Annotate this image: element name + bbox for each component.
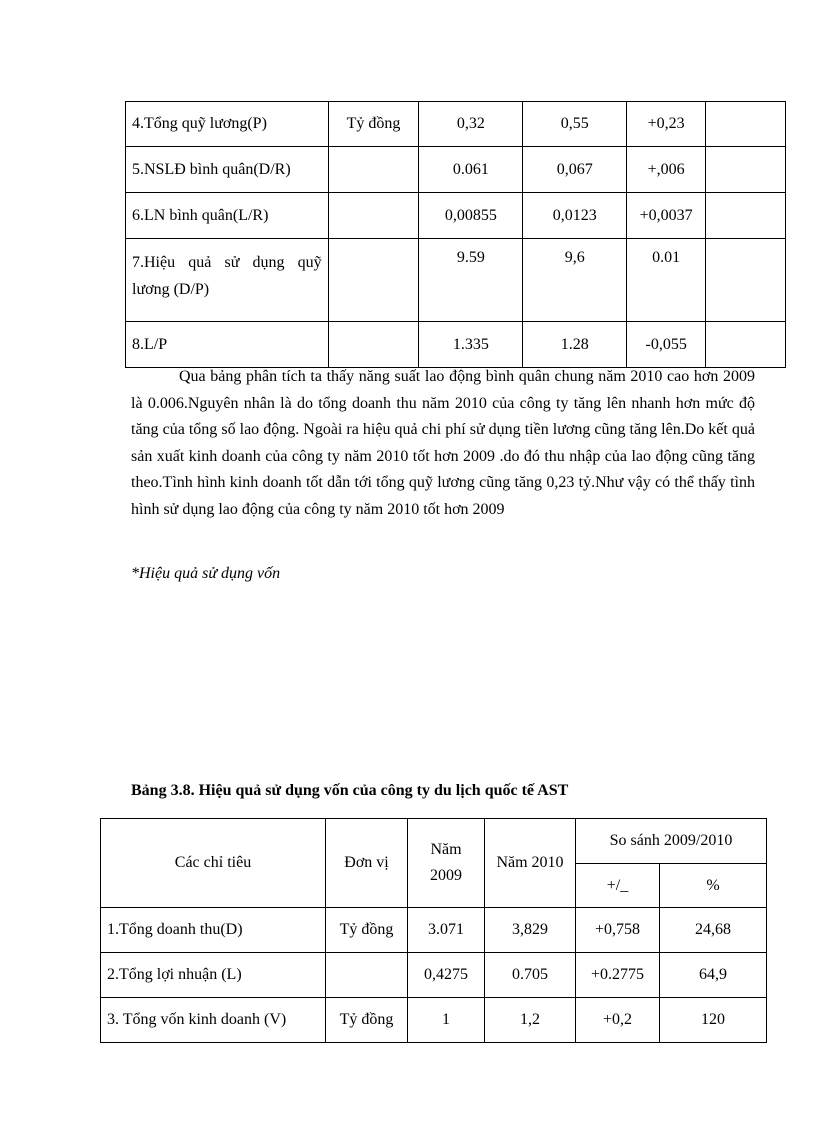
table-row [126, 147, 786, 193]
row-unit [328, 193, 419, 239]
header-2009: Năm 2009 [408, 819, 485, 908]
table-header-row [101, 819, 767, 864]
row-unit [328, 239, 419, 322]
analysis-paragraph: Qua bảng phân tích ta thấy năng suất lao động bình quân chung năm 2010 cao hơn 2009 là 0.006.Nguyên nhân là do tổng doanh thu năm 2010 của công ty tăng lên nhanh hơn mức độ tăng của tổng số lao động. Ngoài ra hiệu quả chi phí sử dụng tiền lương cũng tăng lên.Do kết quả sản xuất kinh doanh của công ty năm 2010 tốt hơn 2009 .do đó thu nhập của lao động cũng tăng theo.Tình hình kinh doanh tốt dẫn tới tổng quỹ lương cũng tăng 0,23 tỷ.Như vậy có thể thấy tình hình sử dụng lao động của công ty năm 2010 tốt hơn 2009 [131, 368, 755, 518]
header-compare: So sánh 2009/2010 [576, 819, 767, 864]
row-label: 4.Tổng quỹ lương(P) [126, 102, 329, 147]
row-diff: +0,23 [627, 102, 706, 147]
row-2009: 1 [408, 998, 485, 1043]
row-2010: 0,55 [523, 102, 627, 147]
header-unit: Đơn vị [326, 819, 408, 908]
header-2010: Năm 2010 [485, 819, 576, 908]
row-pct [706, 102, 786, 147]
section-subheading: *Hiệu quả sử dụng vốn [131, 565, 281, 582]
row-label: 1.Tổng doanh thu(D) [101, 908, 326, 953]
row-2010: 1.28 [523, 322, 627, 368]
labor-efficiency-table [125, 101, 786, 368]
header-indicator: Các chỉ tiêu [101, 819, 326, 908]
row-label: 8.L/P [126, 322, 329, 368]
row-2010: 0,0123 [523, 193, 627, 239]
row-2010: 0.705 [485, 953, 576, 998]
row-diff: +0,2 [576, 998, 660, 1043]
row-2009: 1.335 [419, 322, 523, 368]
row-unit: Tỷ đồng [326, 908, 408, 953]
row-label: 3. Tổng vốn kinh doanh (V) [101, 998, 326, 1043]
row-2009: 0,4275 [408, 953, 485, 998]
row-pct [706, 322, 786, 368]
row-unit [328, 147, 419, 193]
row-label: 5.NSLĐ bình quân(D/R) [126, 147, 329, 193]
table-row [126, 193, 786, 239]
row-pct: 120 [660, 998, 767, 1043]
header-pct: % [660, 864, 767, 908]
header-diff: +/_ [576, 864, 660, 908]
row-pct: 24,68 [660, 908, 767, 953]
row-label: 7.Hiệu quả sử dụng quỹ lương (D/P) [126, 239, 329, 322]
row-2010: 3,829 [485, 908, 576, 953]
row-2009: 0,00855 [419, 193, 523, 239]
capital-efficiency-table [100, 818, 767, 1043]
table-caption: Bảng 3.8. Hiệu quả sử dụng vốn của công ty du lịch quốc tế AST [131, 782, 569, 799]
table-row [101, 953, 767, 998]
row-2010: 1,2 [485, 998, 576, 1043]
row-label: 6.LN bình quân(L/R) [126, 193, 329, 239]
row-unit [326, 953, 408, 998]
row-2009: 0,32 [419, 102, 523, 147]
row-diff: +0,758 [576, 908, 660, 953]
row-diff: +0.2775 [576, 953, 660, 998]
row-label: 2.Tổng lợi nhuận (L) [101, 953, 326, 998]
row-2009: 9.59 [419, 239, 523, 322]
row-unit: Tỷ đồng [326, 998, 408, 1043]
table-row [126, 239, 786, 322]
table-row [101, 908, 767, 953]
row-2010: 9,6 [523, 239, 627, 322]
row-diff: -0,055 [627, 322, 706, 368]
row-diff: 0.01 [627, 239, 706, 322]
row-diff: +,006 [627, 147, 706, 193]
row-unit: Tỷ đồng [328, 102, 419, 147]
row-diff: +0,0037 [627, 193, 706, 239]
row-unit [328, 322, 419, 368]
row-pct [706, 193, 786, 239]
row-pct [706, 239, 786, 322]
table-row [126, 322, 786, 368]
table-row [101, 998, 767, 1043]
row-pct: 64,9 [660, 953, 767, 998]
row-pct [706, 147, 786, 193]
row-2009: 3.071 [408, 908, 485, 953]
table-row [126, 102, 786, 147]
row-2010: 0,067 [523, 147, 627, 193]
row-2009: 0.061 [419, 147, 523, 193]
